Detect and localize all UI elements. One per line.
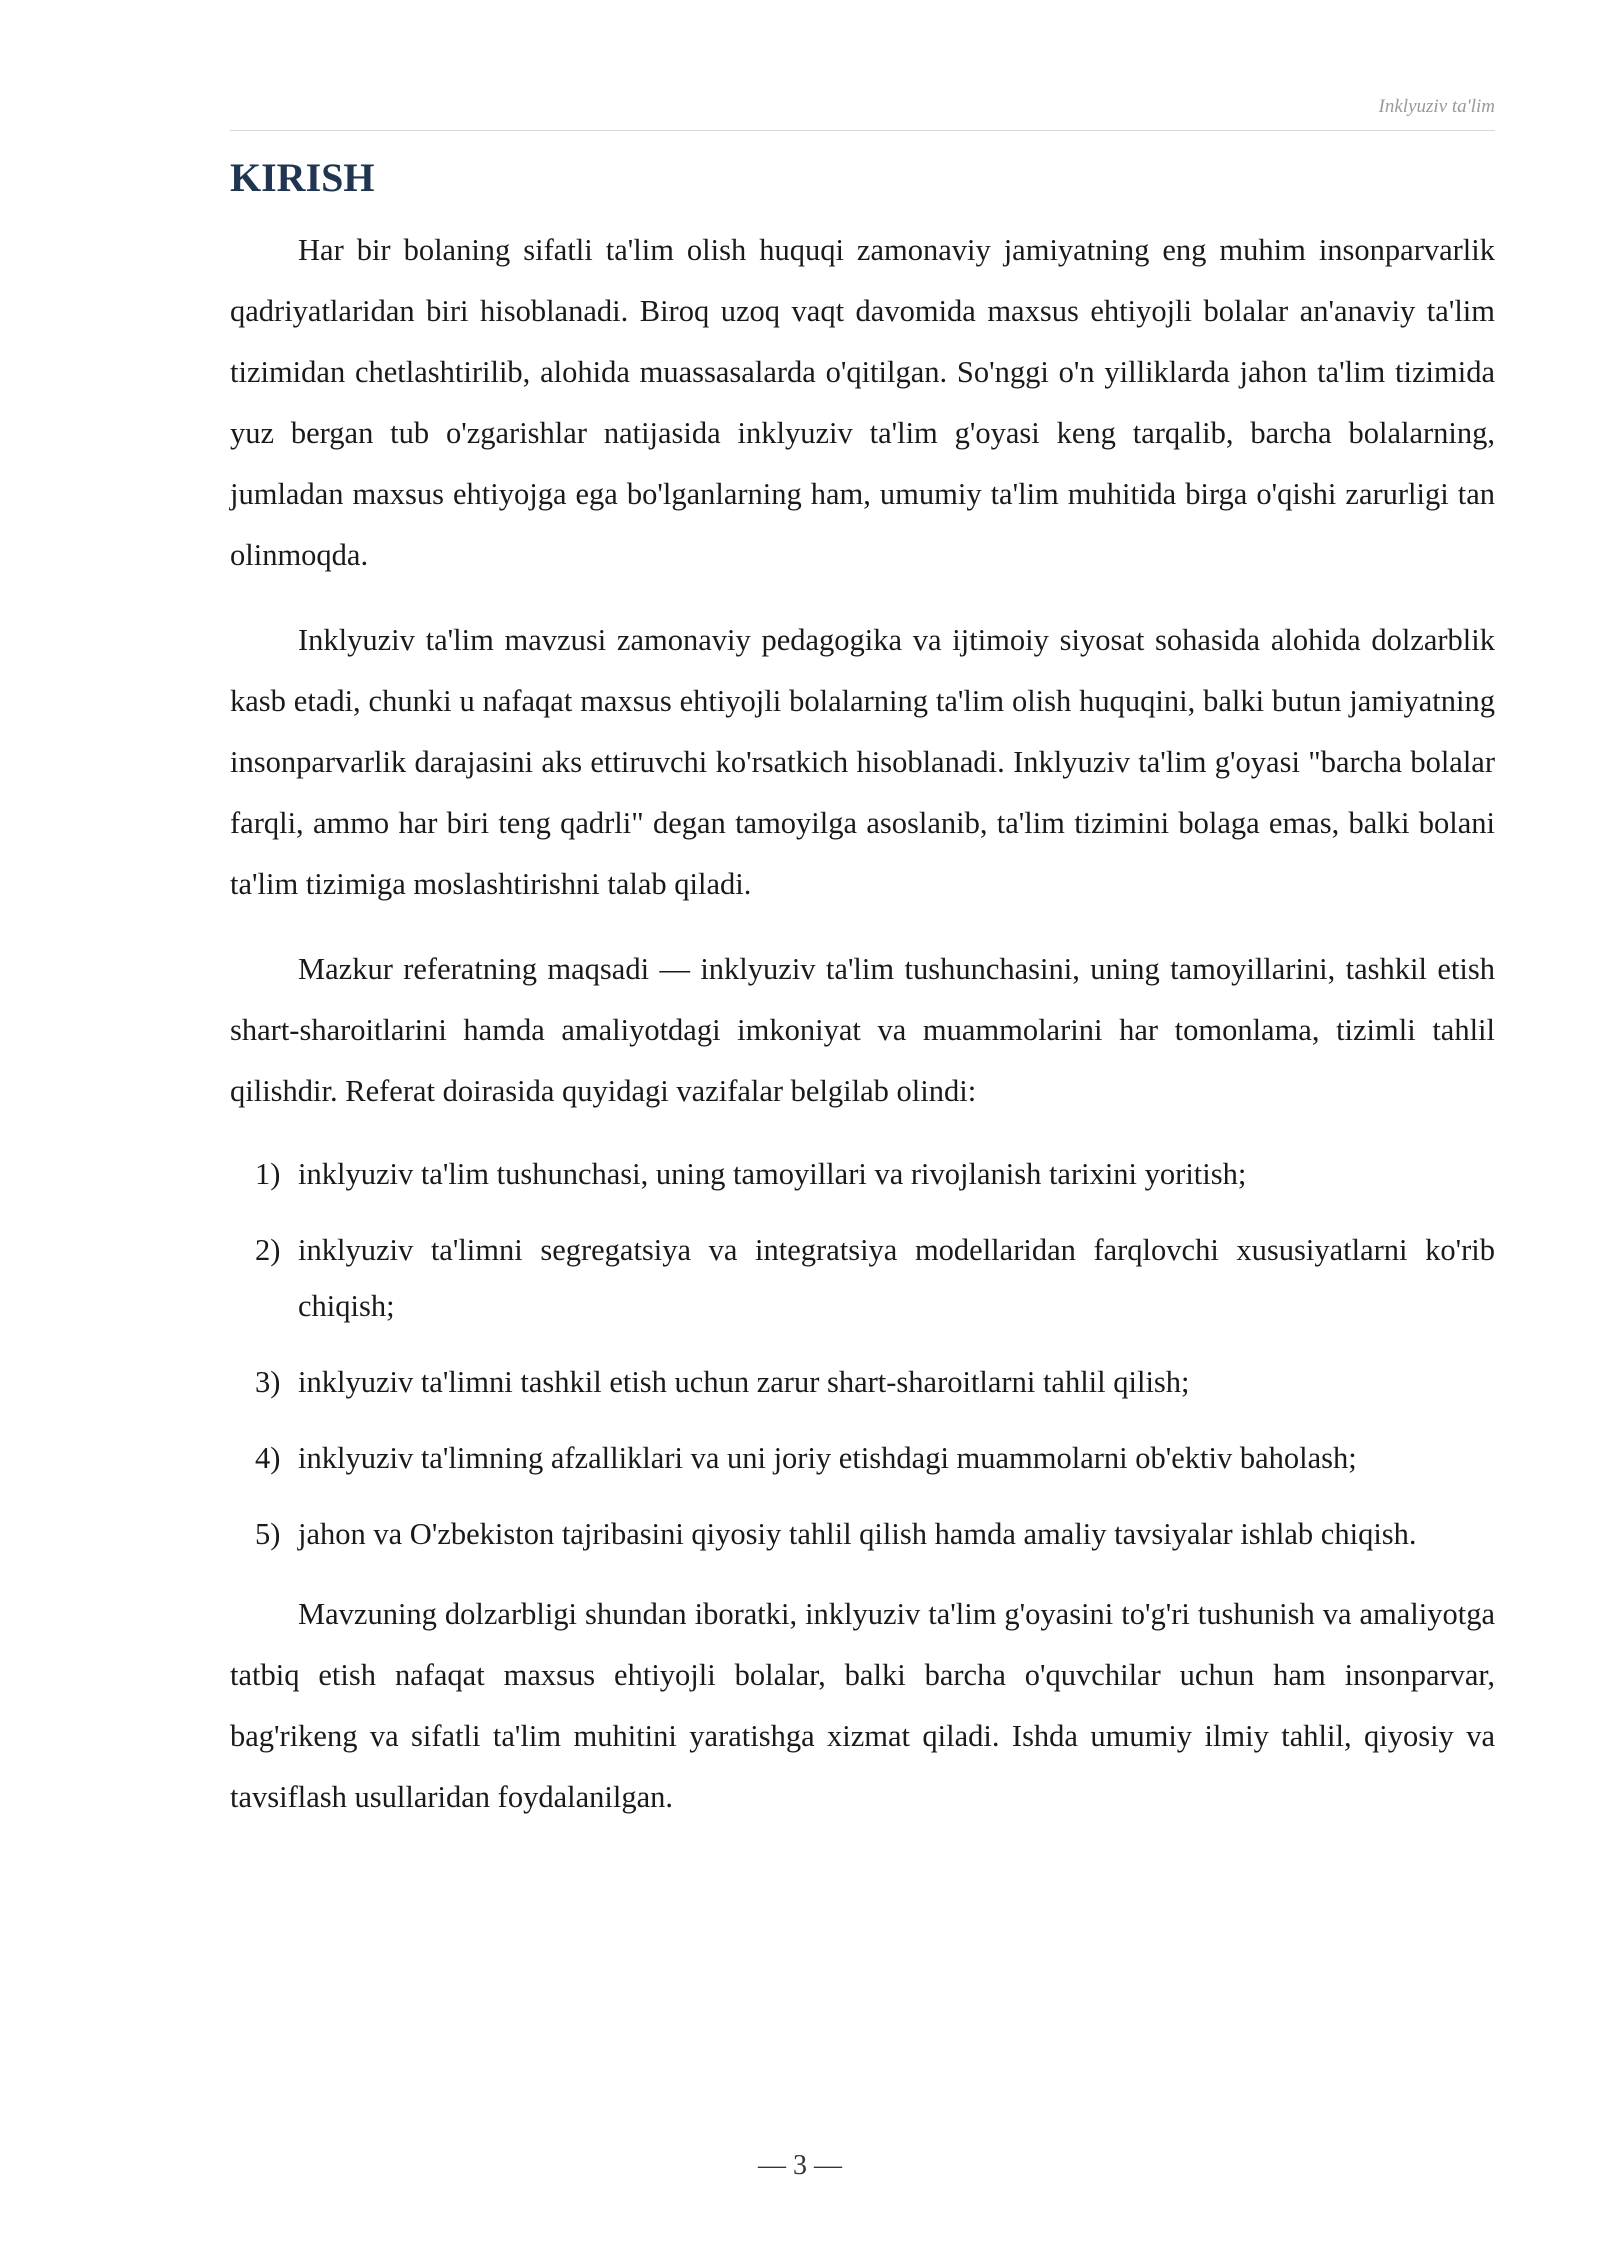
task-number: 3) — [255, 1365, 281, 1399]
task-item — [230, 1506, 1495, 1562]
page-content — [230, 150, 1495, 1852]
task-text: inklyuziv ta'limni tashkil etish uchun zarur shart-sharoitlarni tahlil qilish; — [298, 1365, 1190, 1399]
paragraph-intro: Har bir bolaning sifatli ta'lim olish huquqi zamonaviy jamiyatning eng muhim insonparvarlik qadriyatlaridan biri hisoblanadi. Biroq uzoq vaqt davomida maxsus ehtiyojli bolalar an'anaviy ta'lim tizimidan chetlashtirilib, alohida muassasalarda o'qitilgan. So'nggi o'n yilliklarda jahon ta'lim tizimida yuz bergan tub o'zgarishlar natijasida inklyuziv ta'lim g'oyasi keng tarqalib, barcha bolalarning, jumladan maxsus ehtiyojga ega bo'lganlarning ham, umumiy ta'lim muhitida birga o'qishi zarurligi tan olinmoqda. — [230, 233, 1495, 572]
paragraph-aim: Mazkur referatning maqsadi — inklyuziv ta'lim tushunchasini, uning tamoyillarini, tashkil etish shart-sharoitlarini hamda amaliyotdagi imkoniyat va muammolarini har tomonlama, tizimli tahlil qilishdir. Referat doirasida quyidagi vazifalar belgilab olindi: — [230, 952, 1495, 1108]
task-text: inklyuziv ta'limning afzalliklari va uni joriy etishdagi muammolarni ob'ektiv baholash; — [298, 1441, 1357, 1475]
task-list — [230, 1146, 1495, 1562]
paragraph-conclusion: Mavzuning dolzarbligi shundan iboratki, inklyuziv ta'lim g'oyasini to'g'ri tushunish va amaliyotga tatbiq etish nafaqat maxsus ehtiyojli bolalar, balki barcha o'quvchilar uchun ham insonparvar, bag'rikeng va sifatli ta'lim muhitini yaratishga xizmat qiladi. Ishda umumiy ilmiy tahlil, qiyosiy va tavsiflash usullaridan foydalanilgan. — [230, 1597, 1495, 1814]
paragraph-relevance: Inklyuziv ta'lim mavzusi zamonaviy pedagogika va ijtimoiy siyosat sohasida alohida dolzarblik kasb etadi, chunki u nafaqat maxsus ehtiyojli bolalarning ta'lim olish huquqini, balki butun jamiyatning insonparvarlik darajasini aks ettiruvchi ko'rsatkich hisoblanadi. Inklyuziv ta'lim g'oyasi "barcha bolalar farqli, ammo har biri teng qadrli" degan tamoyilga asoslanib, ta'lim tizimini bolaga emas, balki bolani ta'lim tizimiga moslashtirishni talab qiladi. — [230, 623, 1495, 901]
task-number: 1) — [255, 1157, 281, 1191]
running-header: Inklyuziv ta'lim — [1378, 96, 1495, 117]
task-number: 2) — [255, 1233, 281, 1267]
task-text: inklyuziv ta'limni segregatsiya va integratsiya modellaridan farqlovchi xususiyatlarni ko'rib chiqish; — [298, 1233, 1495, 1323]
task-item — [230, 1222, 1495, 1334]
page-number: — 3 — — [758, 2150, 842, 2181]
task-item — [230, 1354, 1495, 1410]
task-number: 5) — [255, 1517, 281, 1551]
task-item — [230, 1430, 1495, 1486]
task-text: jahon va O'zbekiston tajribasini qiyosiy tahlil qilish hamda amaliy tavsiyalar ishlab chiqish. — [298, 1517, 1417, 1551]
section-title: KIRISH — [230, 155, 375, 200]
task-number: 4) — [255, 1441, 281, 1475]
task-text: inklyuziv ta'lim tushunchasi, uning tamoyillari va rivojlanish tarixini yoritish; — [298, 1157, 1247, 1191]
task-item — [230, 1146, 1495, 1202]
header-divider — [230, 130, 1495, 131]
